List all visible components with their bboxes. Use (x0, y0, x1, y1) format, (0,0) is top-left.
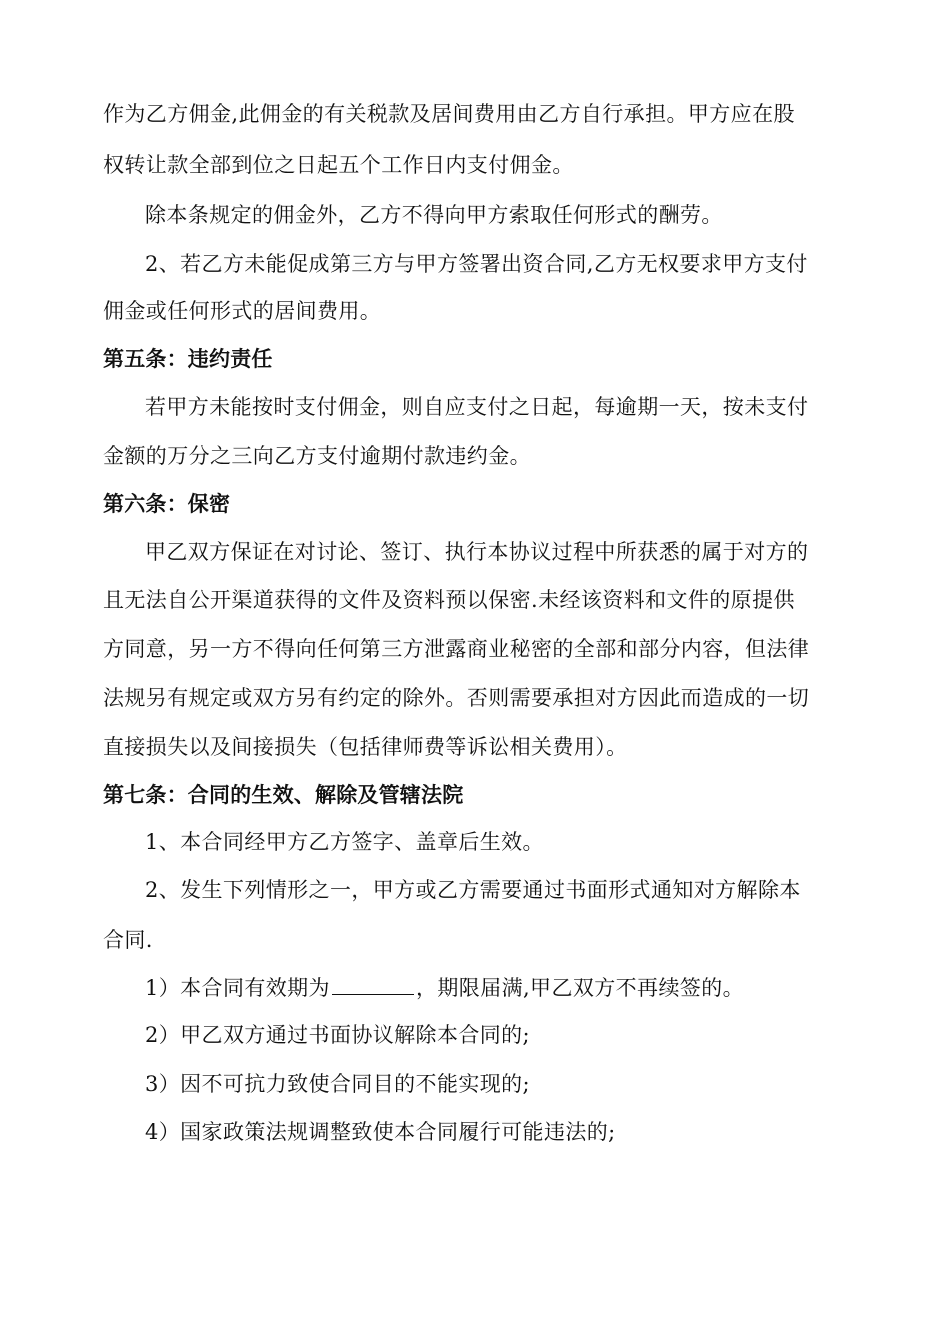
paragraph-line: 金额的万分之三向乙方支付逾期付款违约金。 (103, 444, 531, 468)
list-item (145, 974, 744, 1002)
list-item-text: ，期限届满,甲乙双方不再续签的。 (415, 976, 745, 1000)
section-heading: 第七条：合同的生效、解除及管辖法院 (103, 783, 464, 807)
paragraph-line: 权转让款全部到位之日起五个工作日内支付佣金。 (103, 153, 574, 177)
paragraph-line: 甲乙双方保证在对讨论、签订、执行本协议过程中所获悉的属于对方的 (145, 540, 809, 564)
paragraph-line: 合同. (103, 928, 153, 952)
list-item: 2）甲乙双方通过书面协议解除本合同的; (145, 1023, 531, 1047)
paragraph-line: 作为乙方佣金,此佣金的有关税款及居间费用由乙方自行承担。甲方应在股 (103, 102, 795, 126)
list-item-text: 1）本合同有效期为 (145, 976, 330, 1000)
fill-in-blank (332, 976, 414, 995)
paragraph-line: 且无法自公开渠道获得的文件及资料预以保密.未经该资料和文件的原提供 (103, 588, 795, 612)
paragraph-line: 直接损失以及间接损失（包括律师费等诉讼相关费用）。 (103, 735, 628, 759)
list-item: 4）国家政策法规调整致使本合同履行可能违法的; (145, 1120, 616, 1144)
paragraph-line: 2、若乙方未能促成第三方与甲方签署出资合同,乙方无权要求甲方支付 (145, 252, 808, 276)
paragraph-line: 法规另有规定或双方另有约定的除外。否则需要承担对方因此而造成的一切 (103, 686, 810, 710)
paragraph-line: 方同意，另一方不得向任何第三方泄露商业秘密的全部和部分内容，但法律 (103, 637, 810, 661)
paragraph-line: 佣金或任何形式的居间费用。 (103, 299, 382, 323)
paragraph-line: 若甲方未能按时支付佣金，则自应支付之日起，每逾期一天，按未支付 (145, 395, 809, 419)
list-item: 3）因不可抗力致使合同目的不能实现的; (145, 1072, 531, 1096)
section-heading: 第六条：保密 (103, 492, 231, 516)
paragraph-line: 2、发生下列情形之一，甲方或乙方需要通过书面形式通知对方解除本 (145, 878, 801, 902)
paragraph-line: 除本条规定的佣金外，乙方不得向甲方索取任何形式的酬劳。 (145, 203, 723, 227)
section-heading: 第五条：违约责任 (103, 347, 273, 371)
paragraph-line: 1、本合同经甲方乙方签字、盖章后生效。 (145, 830, 544, 854)
